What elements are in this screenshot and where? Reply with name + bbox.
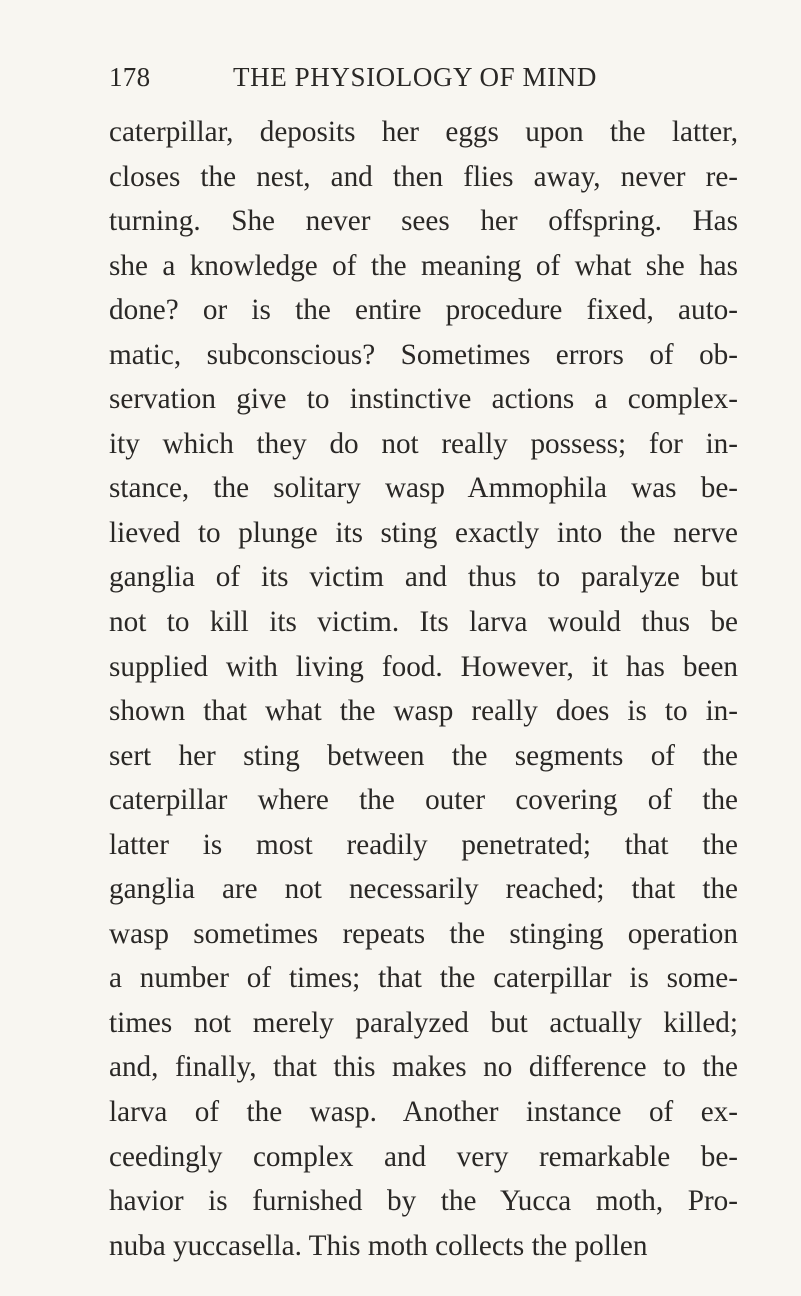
text-line: and, finally, that this makes no difference to the xyxy=(109,1051,738,1084)
text-line: times not merely paralyzed but actually killed; xyxy=(109,1006,738,1039)
running-head xyxy=(109,62,738,102)
page-number: 178 xyxy=(109,62,151,92)
text-line: ceedingly complex and very remarkable be- xyxy=(109,1140,738,1173)
text-line: closes the nest, and then flies away, never re- xyxy=(109,160,738,193)
text-line: matic, subconscious? Sometimes errors of ob- xyxy=(109,338,738,371)
text-line: turning. She never sees her offspring. Has xyxy=(109,205,738,238)
body-text xyxy=(109,110,738,1268)
text-line: ity which they do not really possess; for in- xyxy=(109,427,738,460)
text-line: havior is furnished by the Yucca moth, Pro- xyxy=(109,1185,738,1218)
text-line: ganglia of its victim and thus to paralyze but xyxy=(109,561,738,594)
text-line: lieved to plunge its sting exactly into the nerve xyxy=(109,516,738,549)
running-title: THE PHYSIOLOGY OF MIND xyxy=(233,62,597,92)
text-line: she a knowledge of the meaning of what she has xyxy=(109,249,738,282)
text-line: supplied with living food. However, it has been xyxy=(109,650,738,683)
text-line: nuba yuccasella. This moth collects the pollen xyxy=(109,1229,648,1262)
text-line: caterpillar, deposits her eggs upon the latter, xyxy=(109,116,738,148)
text-line: larva of the wasp. Another instance of ex- xyxy=(109,1096,738,1129)
text-line: shown that what the wasp really does is to in- xyxy=(109,695,738,728)
text-line: servation give to instinctive actions a complex- xyxy=(109,383,738,416)
text-line: stance, the solitary wasp Ammophila was be- xyxy=(109,472,738,505)
text-line: latter is most readily penetrated; that the xyxy=(109,828,738,861)
text-line: ganglia are not necessarily reached; that the xyxy=(109,873,738,906)
text-line: done? or is the entire procedure fixed, auto- xyxy=(109,294,738,327)
text-line: wasp sometimes repeats the stinging operation xyxy=(109,917,738,950)
text-line: sert her sting between the segments of the xyxy=(109,739,738,772)
text-line: caterpillar where the outer covering of the xyxy=(109,784,738,817)
text-line: not to kill its victim. Its larva would thus be xyxy=(109,606,738,639)
text-line: a number of times; that the caterpillar is some- xyxy=(109,962,738,995)
